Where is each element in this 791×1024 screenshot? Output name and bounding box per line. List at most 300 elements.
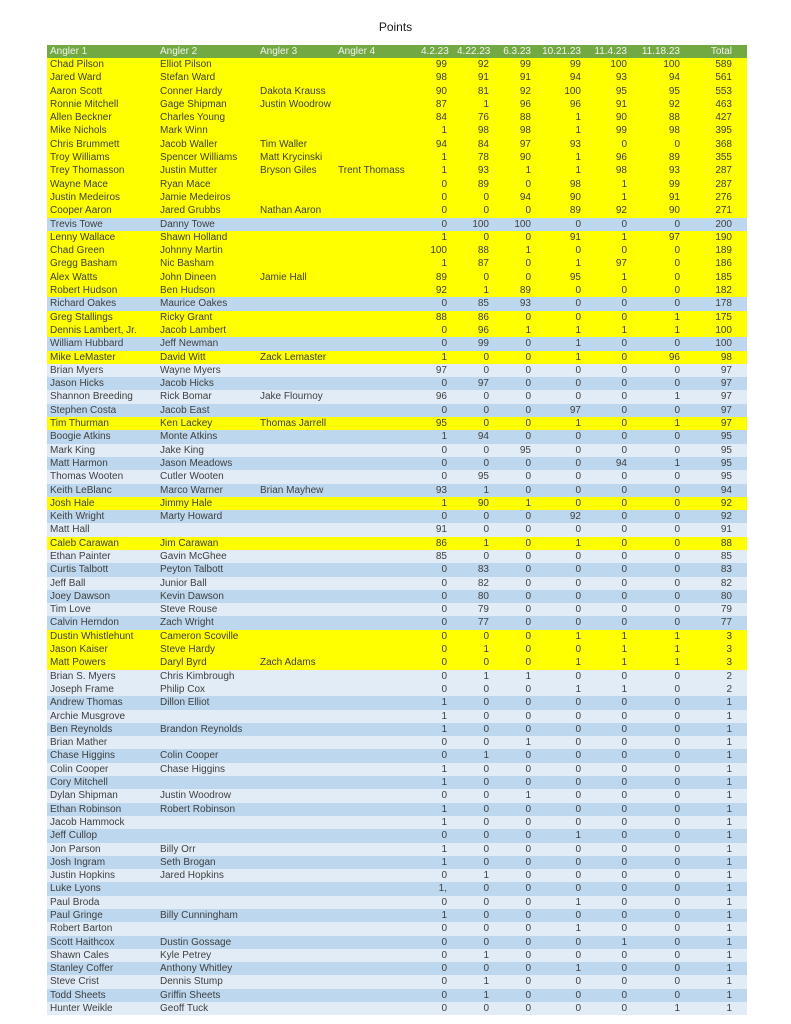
angler-name-cell: Jason Hicks	[47, 377, 157, 390]
total-cell: 92	[690, 510, 747, 523]
angler-name-cell: Maurice Oakes	[157, 297, 257, 310]
points-cell: 82	[457, 577, 499, 590]
points-cell: 0	[421, 656, 457, 669]
angler-name-cell: Gavin McGhee	[157, 550, 257, 563]
points-cell: 0	[591, 789, 637, 802]
points-cell: 0	[499, 803, 541, 816]
points-cell: 0	[421, 949, 457, 962]
points-cell: 1	[457, 484, 499, 497]
points-cell: 1	[591, 271, 637, 284]
points-cell: 0	[637, 603, 690, 616]
total-cell: 561	[690, 71, 747, 84]
total-cell: 97	[690, 377, 747, 390]
angler-name-cell	[257, 683, 335, 696]
total-cell: 100	[690, 324, 747, 337]
points-cell: 76	[457, 111, 499, 124]
angler-name-cell: Chad Pilson	[47, 58, 157, 71]
angler-name-cell: Justin Medeiros	[47, 191, 157, 204]
angler-name-cell	[335, 284, 421, 297]
points-cell: 0	[499, 896, 541, 909]
points-cell: 0	[591, 710, 637, 723]
points-cell: 0	[499, 337, 541, 350]
table-row	[47, 696, 747, 709]
angler-name-cell: Aaron Scott	[47, 85, 157, 98]
points-cell: 0	[541, 244, 591, 257]
angler-name-cell: Jeff Ball	[47, 577, 157, 590]
points-cell: 0	[499, 630, 541, 643]
total-cell: 1	[690, 696, 747, 709]
points-cell: 0	[457, 1002, 499, 1015]
total-cell: 100	[690, 337, 747, 350]
angler-name-cell: Brian Mayhew	[257, 484, 335, 497]
angler-name-cell	[335, 218, 421, 231]
angler-name-cell	[257, 284, 335, 297]
angler-name-cell: Shannon Breeding	[47, 390, 157, 403]
table-row	[47, 856, 747, 869]
angler-name-cell	[335, 178, 421, 191]
points-cell: 0	[499, 922, 541, 935]
angler-name-cell: Zach Wright	[157, 616, 257, 629]
points-cell: 0	[637, 843, 690, 856]
points-cell: 0	[637, 856, 690, 869]
angler-name-cell: Nic Basham	[157, 257, 257, 270]
points-cell: 0	[541, 390, 591, 403]
points-cell: 1,	[421, 882, 457, 895]
total-cell: 368	[690, 138, 747, 151]
angler-name-cell	[335, 191, 421, 204]
points-cell: 0	[637, 523, 690, 536]
points-cell: 1	[457, 537, 499, 550]
angler-name-cell	[257, 909, 335, 922]
angler-name-cell: Caleb Carawan	[47, 537, 157, 550]
angler-name-cell: Danny Towe	[157, 218, 257, 231]
points-cell: 90	[421, 85, 457, 98]
points-cell: 95	[499, 444, 541, 457]
angler-name-cell	[335, 723, 421, 736]
angler-name-cell	[335, 563, 421, 576]
points-cell: 98	[637, 124, 690, 137]
total-cell: 276	[690, 191, 747, 204]
angler-name-cell	[335, 377, 421, 390]
angler-name-cell: Johnny Martin	[157, 244, 257, 257]
points-cell: 0	[541, 377, 591, 390]
total-cell: 1	[690, 909, 747, 922]
table-row	[47, 457, 747, 470]
angler-name-cell	[257, 975, 335, 988]
table-row	[47, 204, 747, 217]
points-cell: 0	[421, 590, 457, 603]
angler-name-cell	[257, 523, 335, 536]
points-cell: 0	[591, 550, 637, 563]
total-cell: 98	[690, 351, 747, 364]
angler-name-cell: Daryl Byrd	[157, 656, 257, 669]
total-cell: 82	[690, 577, 747, 590]
angler-name-cell	[257, 882, 335, 895]
page-title: Points	[378, 20, 413, 34]
points-cell: 0	[541, 936, 591, 949]
points-cell: 0	[591, 284, 637, 297]
angler-name-cell: Dustin Whistlehunt	[47, 630, 157, 643]
total-cell: 1	[690, 736, 747, 749]
table-row	[47, 430, 747, 443]
points-cell: 0	[421, 749, 457, 762]
angler-name-cell	[257, 111, 335, 124]
angler-name-cell: Mike Nichols	[47, 124, 157, 137]
angler-name-cell	[157, 523, 257, 536]
table-row	[47, 470, 747, 483]
angler-name-cell: Jimmy Hale	[157, 497, 257, 510]
points-cell: 0	[591, 856, 637, 869]
angler-name-cell	[335, 909, 421, 922]
points-cell: 0	[637, 257, 690, 270]
table-row	[47, 723, 747, 736]
points-cell: 1	[637, 390, 690, 403]
points-cell: 0	[591, 1002, 637, 1015]
angler-name-cell: Jason Kaiser	[47, 643, 157, 656]
angler-name-cell	[257, 949, 335, 962]
points-cell: 88	[457, 244, 499, 257]
total-cell: 185	[690, 271, 747, 284]
angler-name-cell: Luke Lyons	[47, 882, 157, 895]
angler-name-cell: Ben Hudson	[157, 284, 257, 297]
points-cell: 0	[591, 843, 637, 856]
table-row	[47, 630, 747, 643]
total-cell: 1	[690, 975, 747, 988]
points-cell: 0	[541, 803, 591, 816]
table-row	[47, 736, 747, 749]
table-row	[47, 85, 747, 98]
table-row	[47, 271, 747, 284]
angler-name-cell	[257, 71, 335, 84]
table-row	[47, 497, 747, 510]
angler-name-cell	[335, 257, 421, 270]
points-cell: 0	[421, 204, 457, 217]
points-cell: 1	[591, 191, 637, 204]
angler-name-cell	[335, 643, 421, 656]
points-cell: 0	[637, 218, 690, 231]
points-cell: 97	[541, 404, 591, 417]
total-cell: 97	[690, 390, 747, 403]
points-cell: 0	[591, 577, 637, 590]
angler-name-cell	[335, 656, 421, 669]
points-cell: 0	[499, 975, 541, 988]
angler-name-cell: Gregg Basham	[47, 257, 157, 270]
points-cell: 0	[637, 284, 690, 297]
angler-name-cell	[335, 550, 421, 563]
angler-name-cell: Justin Hopkins	[47, 869, 157, 882]
angler-name-cell	[335, 204, 421, 217]
total-cell: 1	[690, 949, 747, 962]
angler-name-cell	[257, 736, 335, 749]
table-row	[47, 563, 747, 576]
angler-name-cell	[257, 829, 335, 842]
points-cell: 0	[591, 896, 637, 909]
angler-name-cell: Kevin Dawson	[157, 590, 257, 603]
angler-name-cell	[335, 337, 421, 350]
points-cell: 0	[637, 749, 690, 762]
points-cell: 0	[457, 962, 499, 975]
points-cell: 0	[541, 869, 591, 882]
total-cell: 97	[690, 404, 747, 417]
points-cell: 0	[591, 670, 637, 683]
total-cell: 1	[690, 962, 747, 975]
points-cell: 0	[591, 736, 637, 749]
points-cell: 86	[421, 537, 457, 550]
table-row	[47, 643, 747, 656]
points-cell: 0	[457, 843, 499, 856]
table-row	[47, 550, 747, 563]
points-cell: 0	[421, 191, 457, 204]
angler-name-cell: Seth Brogan	[157, 856, 257, 869]
points-cell: 99	[499, 58, 541, 71]
angler-name-cell	[335, 111, 421, 124]
table-row	[47, 936, 747, 949]
total-cell: 3	[690, 656, 747, 669]
angler-name-cell	[335, 749, 421, 762]
angler-name-cell	[335, 776, 421, 789]
points-cell: 1	[457, 670, 499, 683]
points-cell: 1	[457, 949, 499, 962]
points-cell: 1	[541, 683, 591, 696]
points-cell: 0	[541, 497, 591, 510]
angler-name-cell	[257, 257, 335, 270]
angler-name-cell: Jake King	[157, 444, 257, 457]
total-cell: 95	[690, 444, 747, 457]
angler-name-cell	[257, 590, 335, 603]
points-cell: 97	[499, 138, 541, 151]
points-cell: 0	[499, 696, 541, 709]
angler-name-cell: Rick Bomar	[157, 390, 257, 403]
angler-name-cell	[257, 670, 335, 683]
angler-name-cell	[335, 590, 421, 603]
points-cell: 0	[591, 417, 637, 430]
points-cell: 99	[591, 124, 637, 137]
points-cell: 0	[637, 470, 690, 483]
points-cell: 0	[591, 297, 637, 310]
points-cell: 0	[457, 829, 499, 842]
table-row	[47, 882, 747, 895]
points-cell: 0	[637, 364, 690, 377]
angler-name-cell: Griffin Sheets	[157, 989, 257, 1002]
points-cell: 0	[541, 975, 591, 988]
points-cell: 0	[499, 882, 541, 895]
angler-name-cell: Billy Orr	[157, 843, 257, 856]
points-cell: 0	[499, 271, 541, 284]
points-cell: 1	[591, 178, 637, 191]
angler-name-cell: Junior Ball	[157, 577, 257, 590]
angler-name-cell	[335, 98, 421, 111]
points-cell: 98	[499, 124, 541, 137]
angler-name-cell	[335, 417, 421, 430]
angler-name-cell: Brandon Reynolds	[157, 723, 257, 736]
angler-name-cell	[157, 829, 257, 842]
points-cell: 0	[591, 696, 637, 709]
angler-name-cell: Jake Flournoy	[257, 390, 335, 403]
table-row	[47, 789, 747, 802]
points-cell: 99	[637, 178, 690, 191]
total-cell: 79	[690, 603, 747, 616]
angler-name-cell: Justin Woodrow	[157, 789, 257, 802]
angler-name-cell: Jason Meadows	[157, 457, 257, 470]
angler-name-cell	[257, 311, 335, 324]
points-cell: 0	[421, 377, 457, 390]
angler-name-cell: Elliot Pilson	[157, 58, 257, 71]
points-cell: 0	[421, 603, 457, 616]
angler-name-cell: Steve Crist	[47, 975, 157, 988]
points-cell: 0	[421, 404, 457, 417]
table-row	[47, 710, 747, 723]
points-cell: 0	[637, 789, 690, 802]
points-cell: 0	[421, 829, 457, 842]
total-cell: 1	[690, 789, 747, 802]
angler-name-cell	[335, 962, 421, 975]
angler-name-cell: Nathan Aaron	[257, 204, 335, 217]
angler-name-cell	[257, 58, 335, 71]
points-cell: 1	[421, 763, 457, 776]
points-cell: 0	[541, 284, 591, 297]
points-cell: 0	[499, 523, 541, 536]
angler-name-cell: Steve Hardy	[157, 643, 257, 656]
points-cell: 0	[541, 789, 591, 802]
points-cell: 0	[499, 257, 541, 270]
points-cell: 0	[541, 749, 591, 762]
points-cell: 1	[421, 909, 457, 922]
total-cell: 88	[690, 537, 747, 550]
total-cell: 1	[690, 723, 747, 736]
angler-name-cell: Shawn Cales	[47, 949, 157, 962]
angler-name-cell: Jacob Waller	[157, 138, 257, 151]
points-cell: 1	[541, 351, 591, 364]
points-cell: 0	[541, 523, 591, 536]
points-cell: 89	[637, 151, 690, 164]
total-cell: 97	[690, 364, 747, 377]
angler-name-cell	[257, 497, 335, 510]
points-cell: 0	[421, 1002, 457, 1015]
points-cell: 89	[499, 284, 541, 297]
angler-name-cell	[335, 138, 421, 151]
points-cell: 0	[421, 616, 457, 629]
angler-name-cell: Stefan Ward	[157, 71, 257, 84]
angler-name-cell	[257, 962, 335, 975]
points-cell: 0	[591, 989, 637, 1002]
table-row	[47, 178, 747, 191]
points-cell: 0	[541, 444, 591, 457]
points-cell: 91	[637, 191, 690, 204]
angler-name-cell	[335, 630, 421, 643]
points-cell: 0	[591, 510, 637, 523]
angler-name-cell: Josh Ingram	[47, 856, 157, 869]
points-cell: 0	[637, 922, 690, 935]
points-cell: 88	[421, 311, 457, 324]
angler-name-cell	[257, 191, 335, 204]
table-row	[47, 111, 747, 124]
angler-name-cell: Zach Adams	[257, 656, 335, 669]
points-cell: 0	[591, 816, 637, 829]
angler-name-cell	[335, 297, 421, 310]
total-cell: 1	[690, 816, 747, 829]
angler-name-cell: Todd Sheets	[47, 989, 157, 1002]
angler-name-cell: Conner Hardy	[157, 85, 257, 98]
points-cell: 0	[499, 364, 541, 377]
points-cell: 1	[421, 231, 457, 244]
points-cell: 87	[421, 98, 457, 111]
column-header-10-21-23: 10.21.23	[541, 45, 591, 58]
points-cell: 1	[457, 989, 499, 1002]
angler-name-cell: Josh Hale	[47, 497, 157, 510]
points-cell: 0	[541, 311, 591, 324]
points-cell: 0	[457, 351, 499, 364]
angler-name-cell: Brian Mather	[47, 736, 157, 749]
angler-name-cell	[257, 510, 335, 523]
points-cell: 1	[637, 324, 690, 337]
points-cell: 0	[591, 244, 637, 257]
points-cell: 0	[421, 670, 457, 683]
table-row	[47, 949, 747, 962]
total-cell: 95	[690, 470, 747, 483]
points-cell: 1	[541, 922, 591, 935]
points-cell: 0	[541, 989, 591, 1002]
points-cell: 0	[541, 856, 591, 869]
total-cell: 1	[690, 710, 747, 723]
angler-name-cell	[335, 922, 421, 935]
points-cell: 0	[637, 763, 690, 776]
points-cell: 0	[541, 723, 591, 736]
points-cell: 0	[591, 364, 637, 377]
total-cell: 200	[690, 218, 747, 231]
table-row	[47, 670, 747, 683]
angler-name-cell: Scott Haithcox	[47, 936, 157, 949]
points-cell: 98	[457, 124, 499, 137]
points-cell: 99	[421, 58, 457, 71]
points-cell: 0	[499, 816, 541, 829]
points-cell: 1	[591, 643, 637, 656]
angler-name-cell: Jim Carawan	[157, 537, 257, 550]
points-cell: 93	[421, 484, 457, 497]
column-header-angler-2: Angler 2	[157, 45, 257, 58]
points-cell: 0	[541, 949, 591, 962]
angler-name-cell	[335, 843, 421, 856]
angler-name-cell: Jared Grubbs	[157, 204, 257, 217]
points-cell: 0	[457, 922, 499, 935]
points-cell: 0	[591, 563, 637, 576]
points-cell: 0	[541, 643, 591, 656]
angler-name-cell	[157, 896, 257, 909]
points-cell: 100	[591, 58, 637, 71]
points-cell: 99	[457, 337, 499, 350]
total-cell: 2	[690, 670, 747, 683]
angler-name-cell: Matt Powers	[47, 656, 157, 669]
points-cell: 0	[591, 138, 637, 151]
points-cell: 0	[591, 537, 637, 550]
points-cell: 94	[591, 457, 637, 470]
points-cell: 1	[541, 124, 591, 137]
points-cell: 1	[541, 417, 591, 430]
angler-name-cell: Trent Thomass	[335, 164, 421, 177]
angler-name-cell	[157, 882, 257, 895]
angler-name-cell: Colin Cooper	[47, 763, 157, 776]
points-cell: 0	[457, 683, 499, 696]
points-cell: 0	[541, 590, 591, 603]
table-row	[47, 417, 747, 430]
angler-name-cell	[257, 710, 335, 723]
total-cell: 175	[690, 311, 747, 324]
points-cell: 1	[421, 257, 457, 270]
points-cell: 0	[457, 457, 499, 470]
table-row	[47, 164, 747, 177]
points-cell: 0	[591, 523, 637, 536]
table-row	[47, 58, 747, 71]
points-cell: 1	[541, 962, 591, 975]
